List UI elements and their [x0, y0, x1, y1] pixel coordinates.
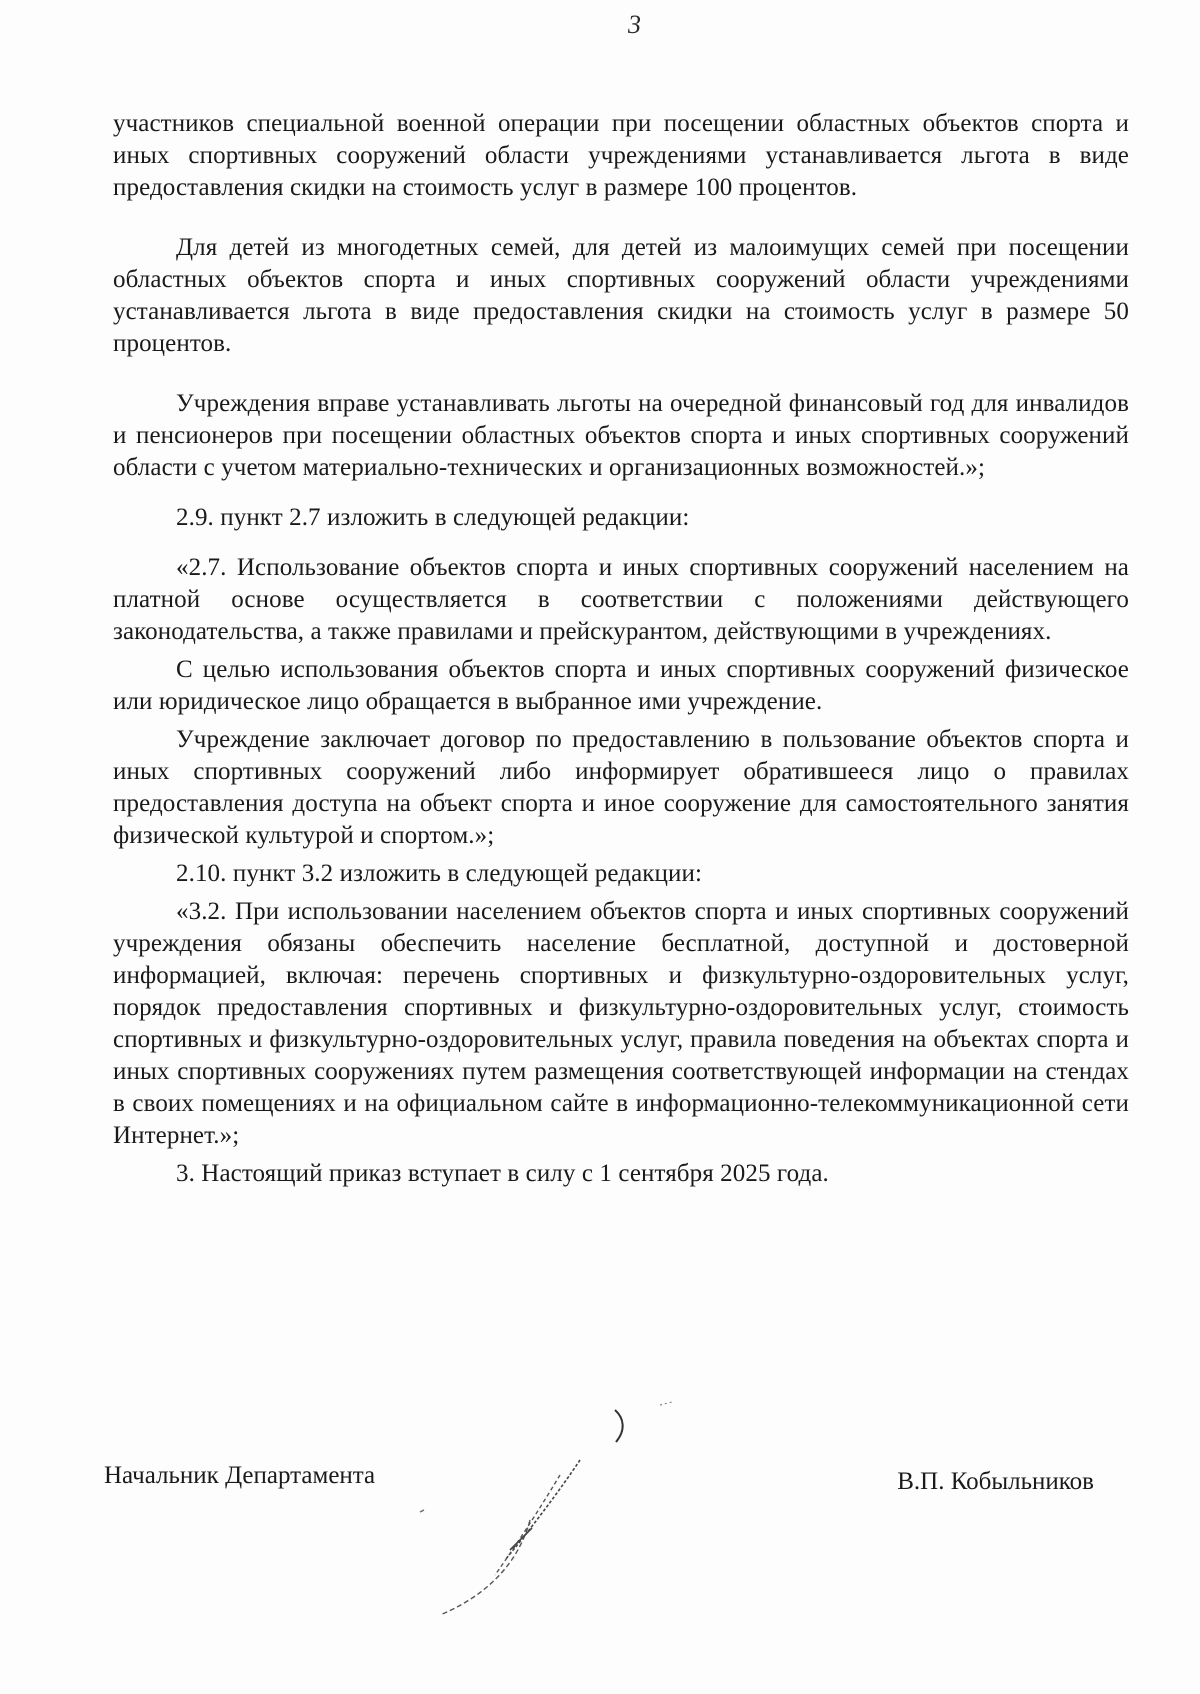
paragraph-7: Учреждение заключает договор по предоставлению в пользование объектов спорта и иных спортивных сооружений либо информирует обратившееся лицо о правилах предоставления доступа на объект спорта и иное сооружение для самостоятельного занятия физической культурой и спортом.»; [113, 726, 1129, 849]
signer-name: В.П. Кобыльников [897, 1468, 1094, 1495]
handwritten-signature [410, 1400, 730, 1640]
page-number: 3 [628, 10, 641, 39]
document-body [113, 108, 1129, 1190]
paragraph-5: «2.7. Использование объектов спорта и иных спортивных сооружений населением на платной основе осуществляется в соответствии с положениями действующего законодательства, а также правилами и прейскурантом, действующими в учреждениях. [113, 554, 1129, 645]
paragraph-9: «3.2. При использовании населением объектов спорта и иных спортивных сооружений учреждения обязаны обеспечить население бесплатной, доступной и достоверной информацией, включая: перечень спортивных и физкультурно-оздоровительных услуг, порядок предоставления спортивных и физкультурно-оздоровительных услуг, стоимость спортивных и физкультурно-оздоровительных услуг, правила поведения на объектах спорта и иных спортивных сооружениях путем размещения соответствующей информации на стендах в своих помещениях и на официальном сайте в информационно-телекоммуникационной сети Интернет.»; [113, 898, 1129, 1149]
paragraph-8: 2.10. пункт 3.2 изложить в следующей редакции: [176, 860, 703, 887]
paragraph-4: 2.9. пункт 2.7 изложить в следующей редакции: [176, 504, 690, 531]
paragraph-1: участников специальной военной операции при посещении областных объектов спорта и иных спортивных сооружений области учреждениями устанавливается льгота в виде предоставления скидки на стоимость услуг в размере 100 процентов. [113, 110, 1129, 201]
paragraph-3: Учреждения вправе устанавливать льготы на очередной финансовый год для инвалидов и пенсионеров при посещении областных объектов спорта и иных спортивных сооружений области с учетом материально-технических и организационных возможностей.»; [113, 390, 1129, 481]
signer-title: Начальник Департамента [104, 1462, 376, 1489]
paragraph-10: 3. Настоящий приказ вступает в силу с 1 сентября 2025 года. [176, 1160, 829, 1187]
paragraph-6: С целью использования объектов спорта и иных спортивных сооружений физическое или юридическое лицо обращается в выбранное ими учреждение. [113, 656, 1129, 715]
paragraph-2: Для детей из многодетных семей, для детей из малоимущих семей при посещении областных объектов спорта и иных спортивных сооружений области учреждениями устанавливается льгота в виде предоставления скидки на стоимость услуг в размере 50 процентов. [113, 234, 1129, 357]
